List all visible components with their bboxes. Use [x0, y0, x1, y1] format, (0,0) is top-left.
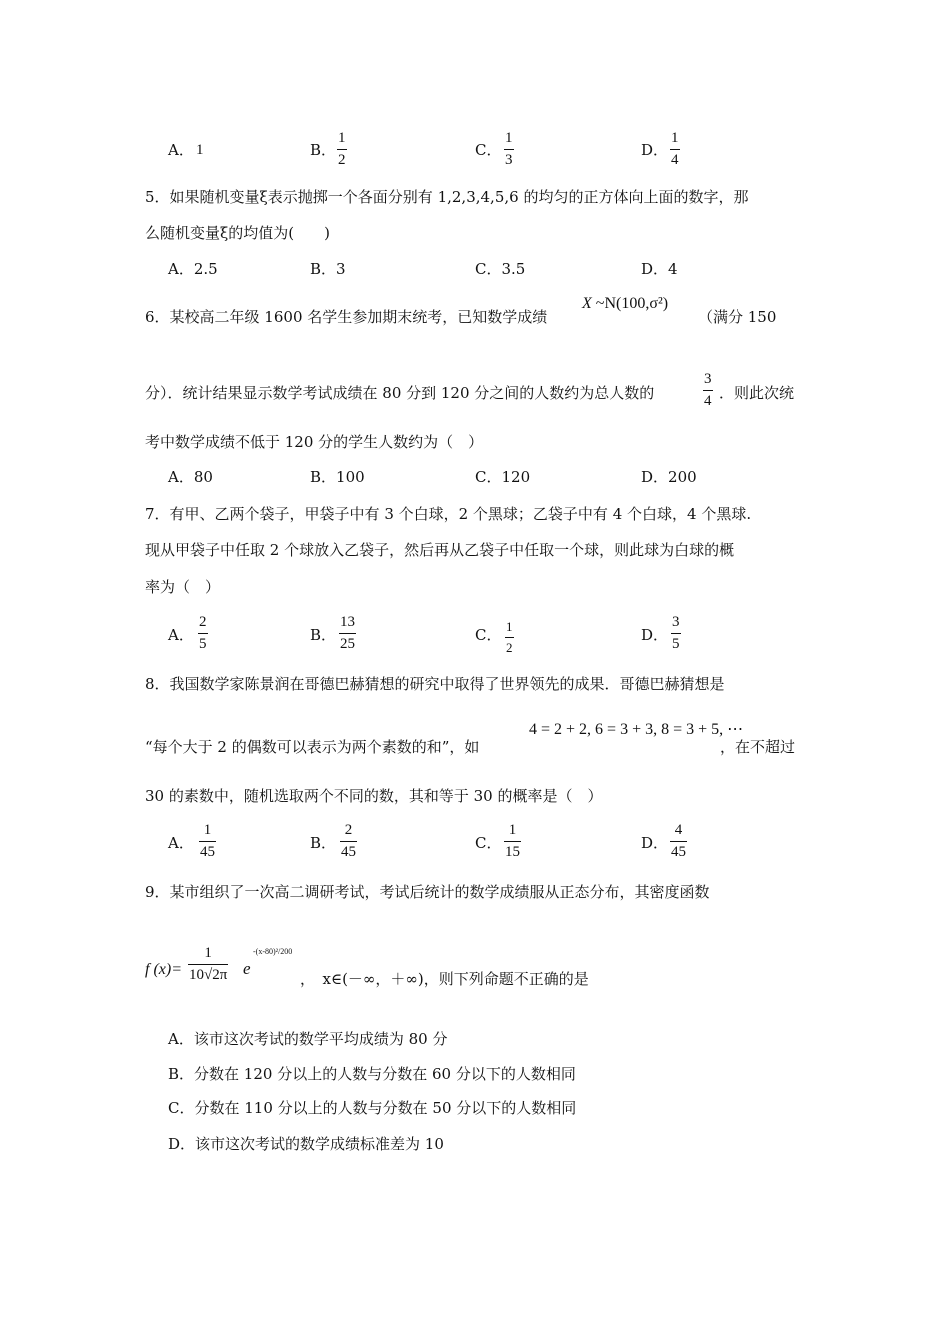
- q9-f-lhs: f (x)=: [145, 961, 182, 978]
- q6-stem-line2-suffix: ．则此次统: [719, 384, 795, 402]
- q5-option-d[interactable]: D．4: [641, 260, 678, 278]
- q6-stem-line1: 6．某校高二年级 1600 名学生参加期末统考，已知数学成绩: [145, 308, 548, 326]
- q7-option-a-label: A．: [168, 626, 194, 644]
- q9-option-c[interactable]: C．分数在 110 分以上的人数与分数在 50 分以下的人数相同: [168, 1099, 577, 1117]
- q7-option-b-label: B．: [310, 626, 337, 644]
- q8-option-c-fraction: 1 15: [505, 822, 520, 860]
- q7-option-a-fraction: 2 5: [199, 614, 207, 652]
- q4-option-b-fraction: 1 2: [338, 130, 346, 168]
- q5-stem-line2: 么随机变量ξ的均值为( ): [145, 224, 330, 242]
- q5-option-c[interactable]: C．3.5: [475, 260, 526, 278]
- q4-option-c-label: C．: [475, 141, 502, 159]
- q7-option-d-label: D．: [641, 626, 669, 644]
- q6-option-c[interactable]: C．120: [475, 468, 531, 486]
- q8-stem-line2: “每个大于 2 的偶数可以表示为两个素数的和”，如: [145, 738, 480, 756]
- q5-option-a[interactable]: A．2.5: [168, 260, 218, 278]
- q7-stem-line3: 率为（ ）: [145, 578, 221, 596]
- q5-option-b[interactable]: B．3: [310, 260, 346, 278]
- q5-stem-line1: 5．如果随机变量ξ表示抛掷一个各面分别有 1,2,3,4,5,6 的均匀的正方体向上面的数字，那: [145, 188, 749, 206]
- q8-stem-line2-suffix: ，在不超过: [720, 738, 796, 756]
- q9-f-exponent: -(x-80)²/200: [253, 947, 293, 956]
- q9-f-fraction: 1 10√2π: [189, 945, 228, 983]
- q9-stem-line1: 9．某市组织了一次高二调研考试，考试后统计的数学成绩服从正态分布，其密度函数: [145, 883, 710, 901]
- q8-option-d-fraction: 4 45: [671, 822, 686, 860]
- q6-fraction: 3 4: [704, 371, 712, 409]
- q7-stem-line1: 7．有甲、乙两个袋子，甲袋子中有 3 个白球，2 个黑球；乙袋子中有 4 个白球，4 个黑球.: [145, 505, 752, 523]
- q8-option-d-label: D．: [641, 834, 669, 852]
- q7-option-c-fraction: 1 2: [506, 619, 513, 655]
- q6-normal-formula: X ~N(100,σ²): [582, 295, 669, 312]
- q7-option-c-label: C．: [475, 626, 502, 644]
- q8-option-a-label: A．: [168, 834, 194, 852]
- q6-stem-line1-suffix: （满分 150: [698, 308, 777, 326]
- q9-option-a[interactable]: A．该市这次考试的数学平均成绩为 80 分: [168, 1030, 448, 1048]
- q6-stem-line3: 考中数学成绩不低于 120 分的学生人数约为（ ）: [145, 433, 484, 451]
- q7-option-b-fraction: 13 25: [340, 614, 355, 652]
- q4-option-c-fraction: 1 3: [505, 130, 513, 168]
- q8-goldbach-formula: 4 = 2 + 2, 6 = 3 + 3, 8 = 3 + 5, ⋯: [529, 721, 744, 738]
- q7-stem-line2: 现从甲袋子中任取 2 个球放入乙袋子，然后再从乙袋子中任取一个球，则此球为白球的概: [145, 541, 735, 559]
- q4-option-d-label: D．: [641, 141, 669, 159]
- q6-option-b[interactable]: B．100: [310, 468, 365, 486]
- q7-option-d-fraction: 3 5: [672, 614, 680, 652]
- q8-option-c-label: C．: [475, 834, 502, 852]
- q8-option-b-fraction: 2 45: [341, 822, 356, 860]
- q8-stem-line3: 30 的素数中，随机选取两个不同的数，其和等于 30 的概率是（ ）: [145, 787, 603, 805]
- q4-option-a-label: A．: [168, 141, 194, 159]
- q9-domain-text: ， x∈(－∞，＋∞)，则下列命题不正确的是: [300, 970, 589, 988]
- q6-stem-line2: 分）．统计结果显示数学考试成绩在 80 分到 120 分之间的人数约为总人数的: [145, 384, 655, 402]
- q9-f-e: e: [243, 959, 251, 978]
- q6-option-a[interactable]: A．80: [168, 468, 213, 486]
- q6-option-d[interactable]: D．200: [641, 468, 697, 486]
- q9-option-d[interactable]: D．该市这次考试的数学成绩标准差为 10: [168, 1135, 444, 1153]
- q4-option-d-fraction: 1 4: [671, 130, 679, 168]
- q4-option-b-label: B．: [310, 141, 337, 159]
- q8-option-a-fraction: 1 45: [200, 822, 215, 860]
- q8-option-b-label: B．: [310, 834, 337, 852]
- q8-stem-line1: 8．我国数学家陈景润在哥德巴赫猜想的研究中取得了世界领先的成果．哥德巴赫猜想是: [145, 675, 725, 693]
- q9-option-b[interactable]: B．分数在 120 分以上的人数与分数在 60 分以下的人数相同: [168, 1065, 576, 1083]
- q4-option-a-value: 1: [196, 142, 204, 158]
